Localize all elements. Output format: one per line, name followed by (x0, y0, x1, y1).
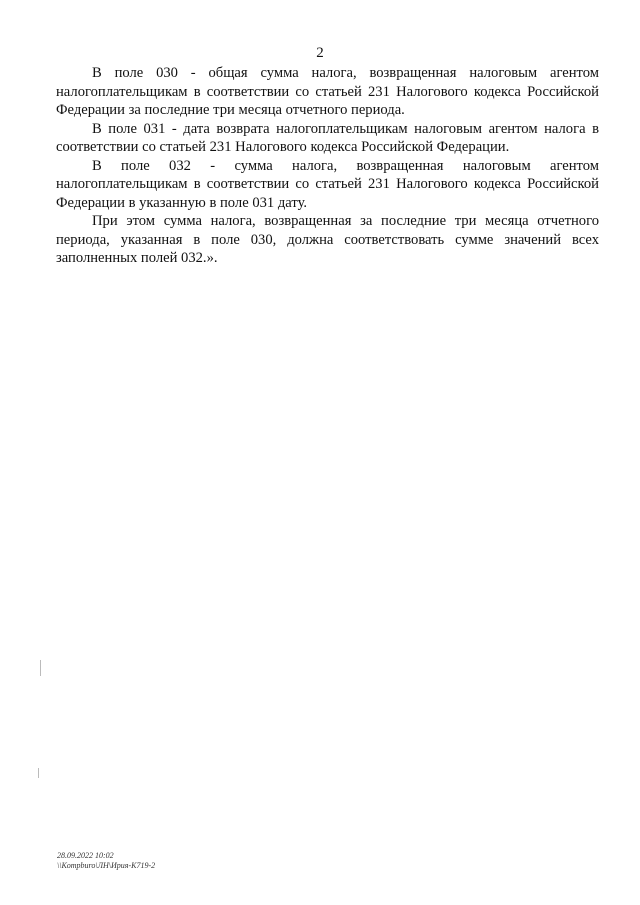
page-number: 2 (316, 45, 324, 61)
scan-artifact-left-lower (38, 768, 39, 778)
document-footer (57, 851, 155, 871)
paragraph-sum-rule: При этом сумма налога, возвращенная за последние три месяца отчетного периода, указанная в поле 030, должна соответствовать сумме значений всех заполненных полей 032.». (56, 213, 599, 266)
footer-timestamp: 28.09.2022 10:02 (57, 851, 114, 860)
paragraph-field-032: В поле 032 - сумма налога, возвращенная налоговым агентом налогоплательщикам в соответствии со статьей 231 Налогового кодекса Российской Федерации в указанную в поле 031 дату. (56, 157, 599, 211)
scan-artifact-left (40, 660, 41, 676)
paragraph-field-031: В поле 031 - дата возврата налогоплательщикам налоговым агентом налога в соответствии со статьей 231 Налогового кодекса Российской Федерации. (56, 120, 599, 155)
paragraph-field-030: В поле 030 - общая сумма налога, возвращенная налоговым агентом налогоплательщикам в соответствии со статьей 231 Налогового кодекса Российской Федерации за последние три месяца отчетного периода. (56, 65, 599, 118)
footer-file-reference: \\Kompburo\ЛН\Ирия-К719-2 (57, 861, 156, 870)
document-body (56, 64, 599, 268)
